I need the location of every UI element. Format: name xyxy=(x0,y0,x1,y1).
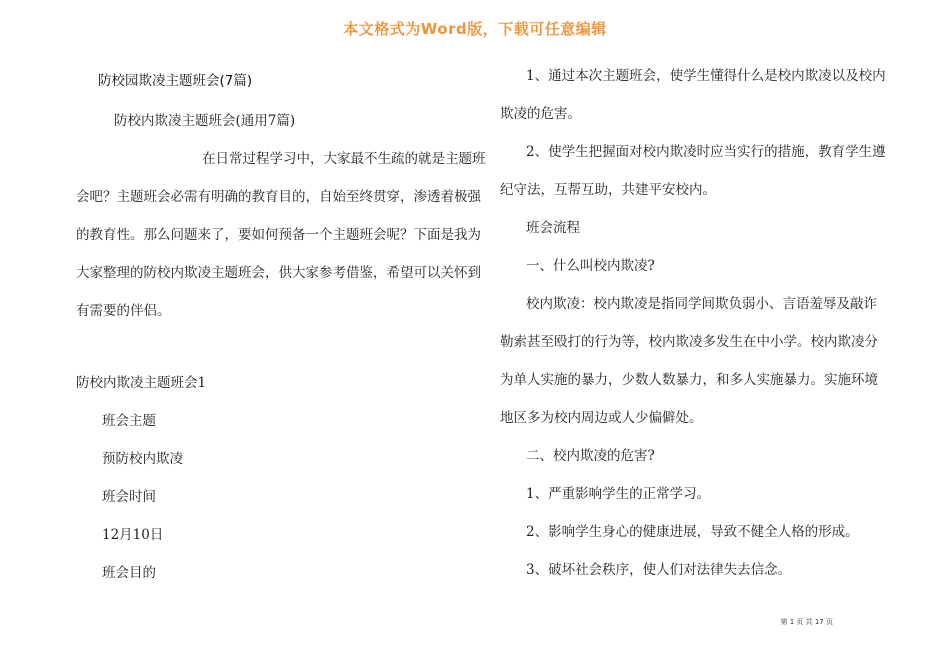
definition-paragraph: 校内欺凌：校内欺凌是指同学间欺负弱小、言语羞辱及敲诈勒索甚至殴打的行为等，校内欺凌多发生在中小学。校内欺凌分为单人实施的暴力，少数人数暴力，和多人实施暴力。实施环境地区多为校内周边或人少偏僻处。 xyxy=(500,296,878,426)
harm-item: 2、影响学生身心的健康进展，导致不健全人格的形成。 xyxy=(526,524,859,540)
page-number: 第 1 页 共 17 页 xyxy=(780,618,833,626)
section-title: 防校内欺凌主题班会1 xyxy=(76,375,207,391)
list-item: 班会目的 xyxy=(102,565,156,581)
word-format-banner: 本文格式为Word版，下载可任意编辑 xyxy=(343,20,607,38)
list-item: 班会主题 xyxy=(102,413,156,429)
document-subtitle: 防校内欺凌主题班会(通用7篇) xyxy=(114,113,296,129)
goal-paragraph-1: 1、通过本次主题班会，使学生懂得什么是校内欺凌以及校内欺凌的危害。 xyxy=(500,68,886,122)
list-item: 班会时间 xyxy=(102,489,156,505)
list-item: 12月10日 xyxy=(102,527,164,543)
document-title: 防校园欺凌主题班会(7篇) xyxy=(98,73,253,89)
question-heading-1: 一、什么叫校内欺凌? xyxy=(526,258,655,274)
list-item: 预防校内欺凌 xyxy=(102,451,183,467)
harm-item: 1、严重影响学生的正常学习。 xyxy=(526,486,711,502)
question-heading-2: 二、校内欺凌的危害? xyxy=(526,448,655,464)
flow-heading: 班会流程 xyxy=(526,220,580,236)
intro-paragraph: 在日常过程学习中，大家最不生疏的就是主题班会吧？主题班会必需有明确的教育目的，自始至终贯穿，渗透着极强的教育性。那么问题来了，要如何预备一个主题班会呢？下面是我为大家整理的防校内欺凌主题班会，供大家参考借鉴，希望可以关怀到有需要的伴侣。 xyxy=(76,151,486,319)
goal-paragraph-2: 2、使学生把握面对校内欺凌时应当实行的措施，教育学生遵纪守法，互帮互助，共建平安校内。 xyxy=(500,144,886,198)
harm-item: 3、破坏社会秩序，使人们对法律失去信念。 xyxy=(526,562,792,578)
